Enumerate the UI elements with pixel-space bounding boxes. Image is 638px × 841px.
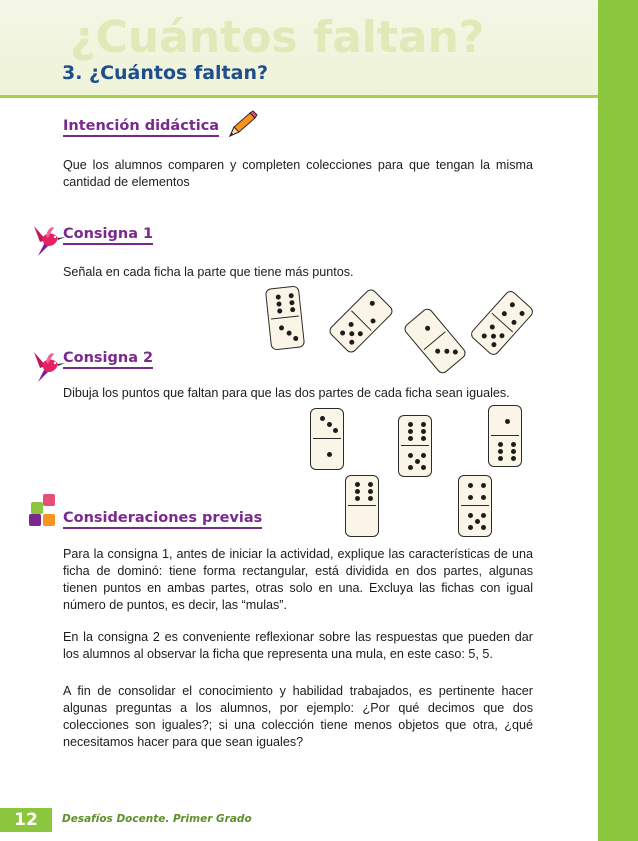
domino-pip-bottom [348,339,355,346]
domino-pip-bottom [490,332,497,339]
domino-pip-top [355,496,360,501]
domino-pip-top [333,428,338,433]
title-watermark: ¿Cuántos faltan? [70,12,485,63]
domino-pip-top [368,496,373,501]
domino-pip-top [511,319,518,326]
domino-divider [461,505,489,506]
domino-divider [313,438,341,439]
domino-pip-bottom [279,325,284,330]
domino-pip-top [408,429,413,434]
domino-pip-bottom [498,442,503,447]
domino-pip-top [275,294,280,299]
domino-pip-top [501,310,508,317]
domino-pip-bottom [421,465,426,470]
consideraciones-heading-label: Consideraciones previas [63,510,263,526]
domino-divider [271,316,299,320]
domino-pip-bottom [511,442,516,447]
consideraciones-paragraph-1: Para la consigna 1, antes de iniciar la actividad, explique las características de una ficha de dominó: tiene forma rectangular, está dividida en dos partes, algunas tienen puntos en ambas partes, otras solo en una. Excluya las fichas con igual número de puntos, es decir, las “mulas”. [63,547,533,612]
domino-pip-bottom [327,452,332,457]
domino-divider [348,505,376,506]
domino-pip-top [481,483,486,488]
consigna2-domino-3 [488,405,522,467]
domino-pip-top [355,489,360,494]
domino-pip-bottom [452,348,459,355]
domino-pip-bottom [481,525,486,530]
domino-pip-bottom [339,329,346,336]
domino-pip-bottom [421,453,426,458]
domino-pip-top [509,301,516,308]
domino-pip-bottom [443,348,450,355]
domino-pip-bottom [468,525,473,530]
consigna1-heading-label: Consigna 1 [63,226,154,242]
domino-pip-top [327,422,332,427]
domino-pip-bottom [286,330,291,335]
domino-pip-bottom [481,332,488,339]
intencion-heading [63,118,219,137]
heading-underline [63,243,153,245]
domino-pip-bottom [434,348,441,355]
domino-pip-bottom [357,330,364,337]
consigna2-domino-4 [345,475,379,537]
consigna2-domino-5 [458,475,492,537]
domino-pip-top [289,293,294,298]
consigna1-text: Señala en cada ficha la parte que tiene más puntos. [63,265,354,279]
domino-pip-top [408,436,413,441]
heading-underline [63,135,219,137]
domino-pip-top [368,489,373,494]
domino-divider [491,435,519,436]
consigna1-domino-4 [469,289,536,358]
domino-pip-bottom [498,449,503,454]
domino-pip-top [355,482,360,487]
domino-pip-top [277,308,282,313]
domino-divider [351,310,372,331]
domino-divider [401,445,429,446]
consigna1-domino-1 [265,285,305,350]
page-title: 3. ¿Cuántos faltan? [62,62,269,84]
consigna2-domino-1 [310,408,344,470]
domino-pip-top [368,482,373,487]
domino-pip-top [320,416,325,421]
domino-pip-top [276,301,281,306]
domino-pip-bottom [511,449,516,454]
page-number: 12 [0,808,52,832]
domino-pip-top [468,495,473,500]
domino-pip-top [408,422,413,427]
consigna1-heading [63,226,153,245]
domino-pip-top [421,429,426,434]
domino-pip-top [290,307,295,312]
domino-pip-bottom [491,341,498,348]
domino-pip-top [468,483,473,488]
pencil-icon [224,110,258,140]
domino-pip-top [289,300,294,305]
domino-pip-bottom [475,519,480,524]
hummingbird-icon [30,348,66,384]
domino-pip-top [424,325,431,332]
domino-pip-top [421,422,426,427]
domino-pip-bottom [498,456,503,461]
domino-pip-bottom [293,336,298,341]
domino-pip-bottom [468,513,473,518]
consideraciones-heading [63,510,262,529]
consigna2-text: Dibuja los puntos que faltan para que las dos partes de cada ficha sean iguales. [63,386,510,400]
domino-pip-bottom [348,330,355,337]
domino-pip-top [519,310,526,317]
consideraciones-paragraph-2: En la consigna 2 es conveniente reflexionar sobre las respuestas que pueden dar los alumnos al observar la ficha que representa una mula, en este caso: 5, 5. [63,630,533,661]
side-band [598,0,638,841]
consigna1-domino-2 [327,287,395,355]
domino-pip-bottom [499,332,506,339]
domino-pip-top [370,318,377,325]
consigna1-domino-3 [402,306,468,375]
domino-divider [424,331,446,350]
domino-pip-top [421,436,426,441]
heading-underline [63,367,153,369]
domino-pip-bottom [415,459,420,464]
domino-pip-bottom [408,453,413,458]
domino-pip-bottom [347,321,354,328]
domino-pip-bottom [481,513,486,518]
domino-pip-bottom [489,323,496,330]
heading-underline [63,527,262,529]
domino-pip-top [369,300,376,307]
consideraciones-paragraph-3: A fin de consolidar el conocimiento y habilidad trabajados, es pertinente hacer algunas preguntas a los alumnos, por ejemplo: ¿Por qué decimos que dos colecciones son iguales?; si una colección tiene menos objetos que otra, ¿qué necesitamos hacer para que sean iguales? [63,684,533,749]
header-band [0,0,598,98]
consigna2-domino-2 [398,415,432,477]
domino-pip-top [481,495,486,500]
footer-text: Desafíos Docente. Primer Grado [62,813,252,825]
consigna2-heading-label: Consigna 2 [63,350,154,366]
domino-pip-top [505,419,510,424]
intencion-heading-label: Intención didáctica [63,118,220,134]
domino-pip-bottom [511,456,516,461]
hummingbird-icon [30,222,66,258]
domino-pip-bottom [408,465,413,470]
intencion-text: Que los alumnos comparen y completen colecciones para que tengan la misma cantidad de elementos [63,158,533,189]
consigna2-heading [63,350,153,369]
